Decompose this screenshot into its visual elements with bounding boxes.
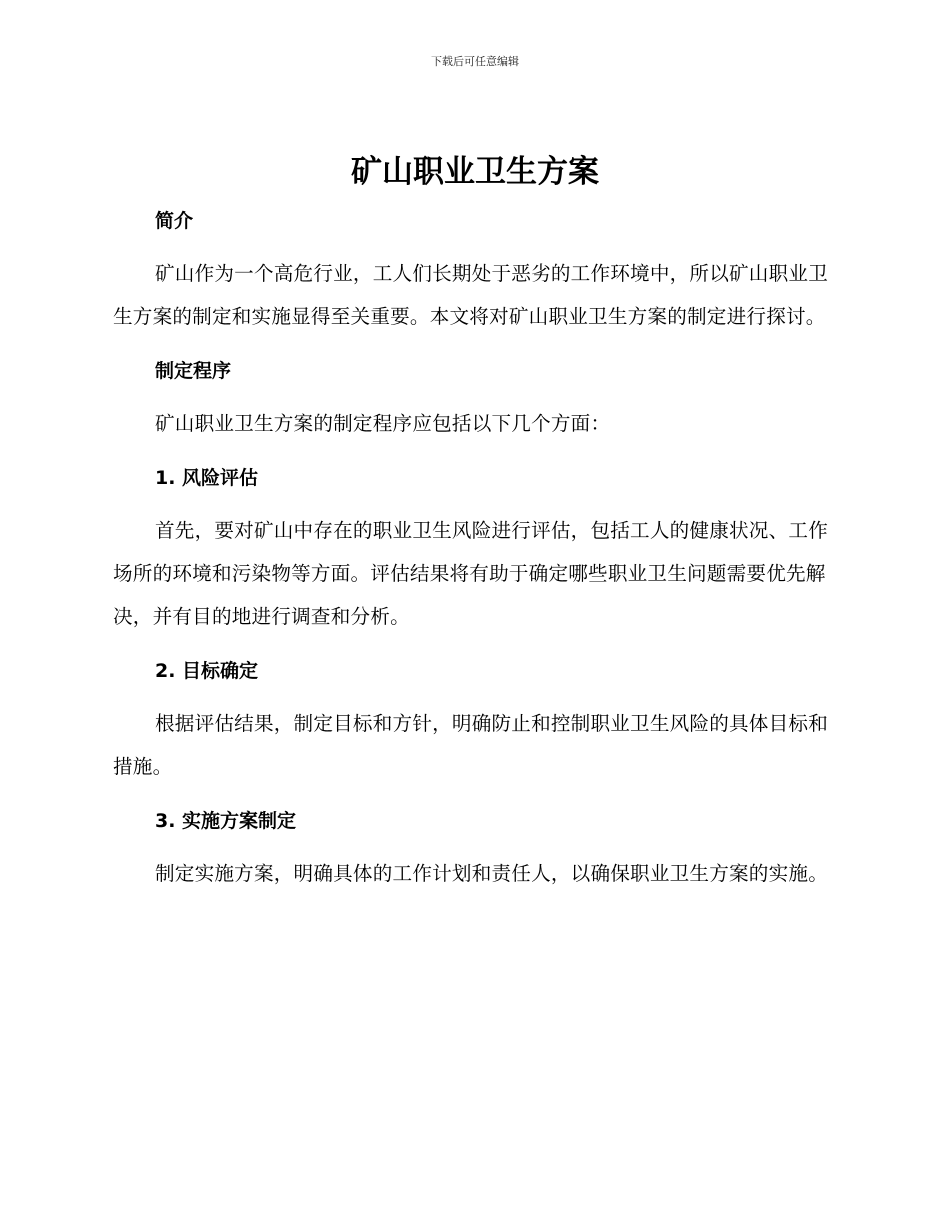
paragraph-implementation-plan: 制定实施方案，明确具体的工作计划和责任人，以确保职业卫生方案的实施。: [155, 862, 828, 885]
document-title: 矿山职业卫生方案: [351, 154, 599, 190]
paragraph-goal: 根据评估结果，制定目标和方针，明确防止和控制职业卫生风险的具体目标和措施。: [113, 712, 828, 778]
section-heading-risk-assessment: 1. 风险评估: [155, 467, 259, 489]
section-heading-goal: 2. 目标确定: [155, 660, 259, 682]
paragraph-intro: 矿山作为一个高危行业，工人们长期处于恶劣的工作环境中，所以矿山职业卫生方案的制定和实施显得至关重要。本文将对矿山职业卫生方案的制定进行探讨。: [113, 262, 828, 328]
section-heading-procedure: 制定程序: [155, 360, 232, 382]
section-heading-implementation-plan: 3. 实施方案制定: [155, 810, 297, 832]
paragraph-risk-assessment: 首先，要对矿山中存在的职业卫生风险进行评估，包括工人的健康状况、工作场所的环境和污染物等方面。评估结果将有助于确定哪些职业卫生问题需要优先解决，并有目的地进行调查和分析。: [113, 519, 828, 628]
paragraph-procedure: 矿山职业卫生方案的制定程序应包括以下几个方面：: [155, 412, 611, 435]
section-heading-intro: 简介: [155, 210, 194, 232]
document-body: [113, 200, 833, 895]
page-header-note: 下载后可任意编辑: [431, 55, 519, 68]
